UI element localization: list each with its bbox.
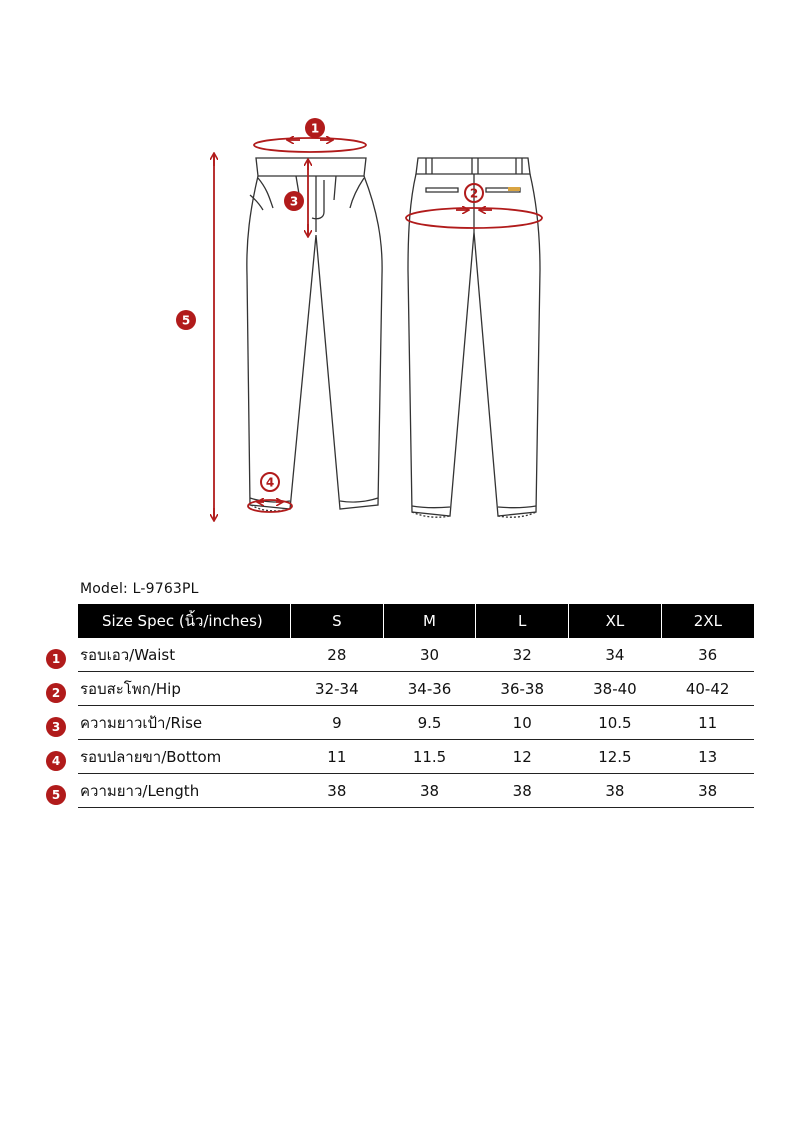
svg-text:3: 3 [289,194,299,209]
svg-text:5: 5 [181,313,191,328]
svg-text:1: 1 [310,121,320,136]
table-cell: 38 [569,774,662,808]
row-label-bottom: รอบปลายขา/Bottom [78,740,291,774]
table-cell: 36-38 [476,672,569,706]
table-cell: 34 [569,638,662,672]
front-view-trousers [247,158,382,511]
size-spec-table [78,604,754,808]
row-marker-1-icon: 1 [46,649,66,669]
table-cell: 38 [476,774,569,808]
back-view-trousers [408,158,540,517]
table-cell: 38-40 [569,672,662,706]
model-label: Model: L-9763PL [80,581,199,597]
table-cell: 11.5 [383,740,476,774]
header-size-spec: Size Spec (นิ้ว/inches) [78,604,291,638]
table-cell: 11 [661,706,754,740]
marker-4-icon [261,473,279,491]
table-cell: 10.5 [569,706,662,740]
svg-text:2: 2 [469,186,479,201]
header-size-m: M [383,604,476,638]
row-marker-4-icon: 4 [46,751,66,771]
marker-5-icon [176,310,196,330]
marker-2-icon [465,184,483,202]
table-cell: 32 [476,638,569,672]
table-cell: 40-42 [661,672,754,706]
table-cell: 11 [291,740,384,774]
waist-measure-line [254,138,366,152]
table-cell: 38 [383,774,476,808]
table-cell: 38 [661,774,754,808]
table-cell: 10 [476,706,569,740]
table-cell: 9 [291,706,384,740]
row-label-hip: รอบสะโพก/Hip [78,672,291,706]
header-size-l: L [476,604,569,638]
header-size-xl: XL [569,604,662,638]
table-row [78,740,754,774]
row-label-waist: รอบเอว/Waist [78,638,291,672]
table-cell: 36 [661,638,754,672]
row-marker-2-icon: 2 [46,683,66,703]
table-cell: 30 [383,638,476,672]
marker-3-icon [284,191,304,211]
table-row [78,638,754,672]
table-cell: 9.5 [383,706,476,740]
header-size-2xl: 2XL [661,604,754,638]
table-row [78,774,754,808]
row-marker-5-icon: 5 [46,785,66,805]
table-cell: 38 [291,774,384,808]
measurement-guides [214,138,542,520]
table-cell: 12.5 [569,740,662,774]
table-cell: 13 [661,740,754,774]
trousers-measurement-diagram [0,0,800,540]
table-cell: 34-36 [383,672,476,706]
table-header-row [78,604,754,638]
svg-text:4: 4 [265,475,275,490]
table-cell: 28 [291,638,384,672]
table-cell: 32-34 [291,672,384,706]
table-cell: 12 [476,740,569,774]
row-label-rise: ความยาวเป้า/Rise [78,706,291,740]
table-row [78,672,754,706]
marker-1-icon [305,118,325,138]
header-size-s: S [291,604,384,638]
table-row [78,706,754,740]
row-marker-3-icon: 3 [46,717,66,737]
row-label-length: ความยาว/Length [78,774,291,808]
label-tag [508,187,520,191]
